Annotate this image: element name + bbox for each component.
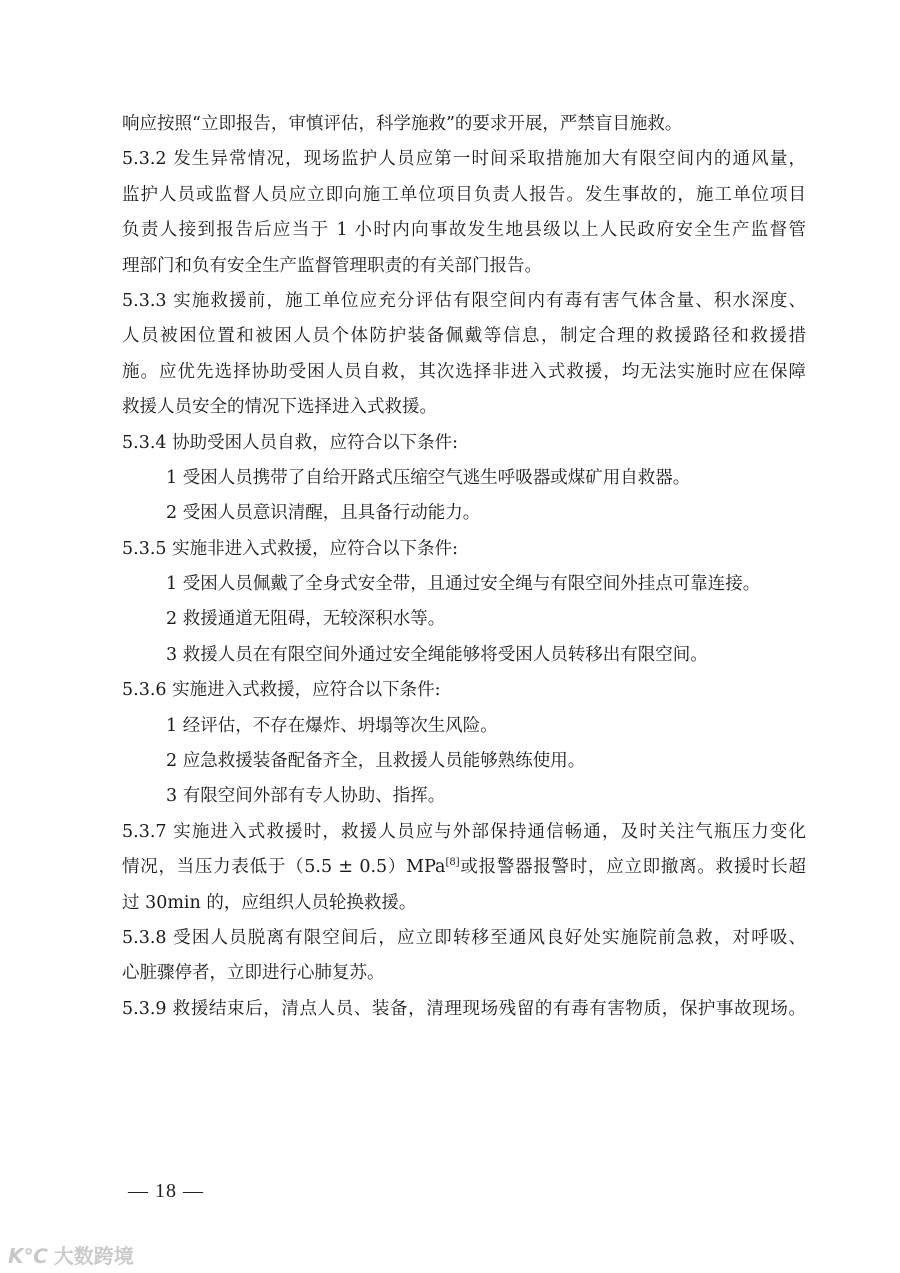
paragraph-line xyxy=(122,850,806,885)
line-text: 5.3.3 实施救援前，施工单位应充分评估有限空间内有毒有害气体含量、积水深度、 xyxy=(122,290,806,311)
list-item-line xyxy=(122,496,806,531)
line-text: 5.3.9 救援结束后，清点人员、装备，清理现场残留的有毒有害物质，保护事故现场。 xyxy=(122,998,806,1019)
paragraph-line xyxy=(122,284,806,319)
line-text: 2 应急救援装备配备齐全，且救援人员能够熟练使用。 xyxy=(166,751,586,772)
paragraph-line xyxy=(122,426,806,461)
line-text: 过 30min 的，应组织人员轮换救援。 xyxy=(122,892,417,913)
page-number: — 18 — xyxy=(128,1180,204,1202)
line-text: 施。应优先选择协助受困人员自救，其次选择非进入式救援，均无法实施时应在保障 xyxy=(122,361,806,382)
line-text: 2 救援通道无阻碍，无较深积水等。 xyxy=(166,609,446,630)
list-item-line xyxy=(122,461,806,496)
line-text: 3 救援人员在有限空间外通过安全绳能够将受困人员转移出有限空间。 xyxy=(166,644,708,665)
line-text: 5.3.5 实施非进入式救援，应符合以下条件: xyxy=(122,538,458,559)
line-text: 1 经评估，不存在爆炸、坍塌等次生风险。 xyxy=(166,715,498,736)
paragraph-line xyxy=(122,249,806,284)
line-text: 响应按照“立即报告，审慎评估，科学施救”的要求开展，严禁盲目施救。 xyxy=(122,114,683,134)
citation-reference: [8] xyxy=(445,857,460,869)
paragraph-line xyxy=(122,921,806,956)
list-item-line xyxy=(122,779,806,814)
paragraph-line xyxy=(122,992,806,1027)
paragraph-line xyxy=(122,213,806,248)
line-text: 负责人接到报告后应当于 1 小时内向事故发生地县级以上人民政府安全生产监督管 xyxy=(122,220,806,241)
paragraph-line xyxy=(122,142,806,177)
paragraph-line xyxy=(122,956,806,991)
paragraph-line xyxy=(122,673,806,708)
paragraph-line xyxy=(122,815,806,850)
paragraph-line xyxy=(122,886,806,921)
watermark xyxy=(8,1240,134,1269)
watermark-text: 大数跨境 xyxy=(53,1244,134,1268)
list-item-line xyxy=(122,567,806,602)
paragraph-line xyxy=(122,532,806,567)
line-text: 5.3.2 发生异常情况，现场监护人员应第一时间采取措施加大有限空间内的通风量， xyxy=(122,149,806,170)
line-text: 5.3.8 受困人员脱离有限空间后，应立即转移至通风良好处实施院前急救，对呼吸、 xyxy=(122,927,806,948)
line-text: 或报警器报警时，应立即撤离。救援时长超 xyxy=(459,857,806,878)
paragraph-line xyxy=(122,355,806,390)
watermark-logo-icon: K℃ xyxy=(8,1244,48,1268)
list-item-line xyxy=(122,602,806,637)
list-item-line xyxy=(122,638,806,673)
line-text: 理部门和负有安全生产监督管理职责的有关部门报告。 xyxy=(122,255,542,276)
line-text: 人员被困位置和被困人员个体防护装备佩戴等信息，制定合理的救援路径和救援措 xyxy=(122,326,806,347)
paragraph-line xyxy=(122,178,806,213)
paragraph-line xyxy=(122,390,806,425)
line-text: 5.3.6 实施进入式救援，应符合以下条件: xyxy=(122,680,441,701)
line-text: 心脏骤停者，立即进行心肺复苏。 xyxy=(122,963,385,984)
line-text: 5.3.7 实施进入式救援时，救援人员应与外部保持通信畅通，及时关注气瓶压力变化 xyxy=(122,821,806,842)
line-text: 1 受困人员携带了自给开路式压缩空气逃生呼吸器或煤矿用自救器。 xyxy=(166,467,691,488)
paragraph-line xyxy=(122,107,806,142)
line-text: 救援人员安全的情况下选择进入式救援。 xyxy=(122,397,437,418)
line-text: 3 有限空间外部有专人协助、指挥。 xyxy=(166,786,446,807)
line-text: 监护人员或监督人员应立即向施工单位项目负责人报告。发生事故的，施工单位项目 xyxy=(122,184,806,205)
document-body xyxy=(122,107,806,1027)
line-text: 2 受困人员意识清醒，且具备行动能力。 xyxy=(166,503,481,524)
line-text: 5.3.4 协助受困人员自救，应符合以下条件: xyxy=(122,432,458,453)
list-item-line xyxy=(122,709,806,744)
line-text: 情况，当压力表低于（5.5 ± 0.5）MPa xyxy=(122,857,446,878)
paragraph-line xyxy=(122,319,806,354)
list-item-line xyxy=(122,744,806,779)
line-text: 1 受困人员佩戴了全身式安全带，且通过安全绳与有限空间外挂点可靠连接。 xyxy=(166,574,761,595)
